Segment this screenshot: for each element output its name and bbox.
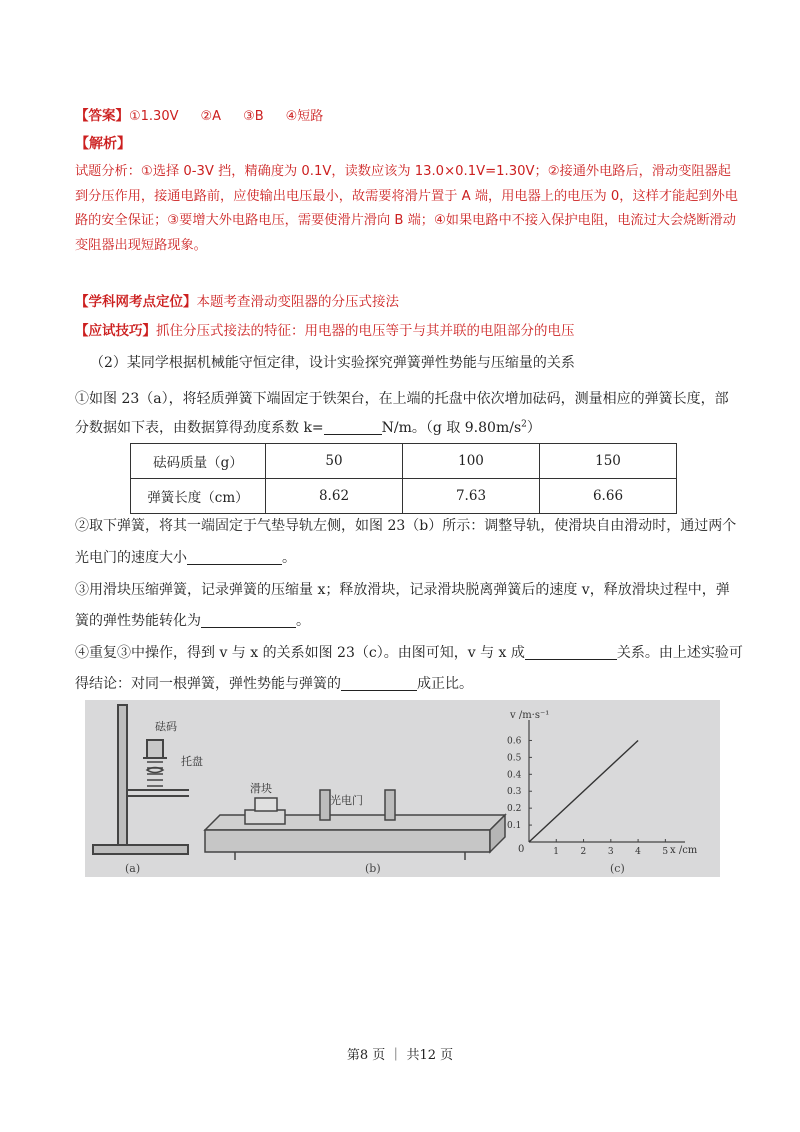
q1-text-pre: 分数据如下表，由数据算得劲度系数 k= (75, 420, 324, 436)
question-intro: （2）某同学根据机械能守恒定律，设计实验探究弹簧弹性势能与压缩量的关系 (90, 355, 575, 371)
origin-label: 0 (518, 844, 525, 855)
y-tick-label: 0.3 (507, 787, 522, 798)
y-tick-label: 0.4 (507, 770, 522, 781)
question-3-line-a: ③用滑块压缩弹簧，记录弹簧的压缩量 x；释放滑块，记录滑块脱离弹簧后的速度 v，释放滑块过程中，弹 (75, 582, 730, 598)
y-tick-label: 0.5 (507, 753, 522, 764)
analysis-heading: 【解析】 (75, 136, 131, 152)
series-line (529, 740, 638, 842)
slider-label: 滑块 (250, 782, 272, 795)
answer-item-4: ④短路 (285, 109, 324, 124)
x-tick-label: 1 (553, 847, 560, 857)
q2-text-pre: 光电门的速度大小 (75, 550, 187, 566)
y-axis-label: v /m·s⁻¹ (510, 710, 550, 721)
x-tick-label: 5 (662, 847, 669, 857)
q3-text-pre: 簧的弹性势能转化为 (75, 613, 201, 629)
q4-text-post: 关系。由上述实验可 (616, 645, 743, 661)
table-cell: 50 (266, 444, 403, 479)
figure-23 (85, 700, 720, 877)
quantity-blank[interactable] (341, 676, 417, 691)
table-cell: 150 (540, 444, 677, 479)
q3-text-post: 。 (296, 613, 310, 629)
question-2-line-a: ②取下弹簧，将其一端固定于气垫导轨左侧，如图 23（b）所示：调整导轨，使滑块自由滑动时，通过两个 (75, 518, 737, 534)
kaodian-text: 本题考查滑动变阻器的分压式接法 (196, 294, 399, 310)
x-axis-label: x /cm (670, 845, 698, 856)
tray-label: 托盘 (181, 755, 203, 768)
jiqiao-text: 抓住分压式接法的特征：用电器的电压等于与其并联的电阻部分的电压 (156, 323, 575, 339)
q1-text-end: ） (526, 420, 541, 436)
table-cell: 砝码质量（g） (131, 444, 266, 479)
q1-text-post: N/m。（g 取 9.80m/s (381, 420, 522, 436)
vx-chart (507, 720, 685, 857)
answer-item-2: ②A (200, 109, 222, 124)
question-2-line-b (75, 547, 740, 567)
answer-line (75, 104, 740, 124)
table-cell: 7.63 (403, 479, 540, 514)
figure-svg (85, 700, 720, 877)
table-cell: 弹簧长度（cm） (131, 479, 266, 514)
x-tick-label: 3 (607, 847, 614, 857)
question-4-line-b (75, 673, 740, 693)
relation-blank[interactable] (525, 645, 617, 660)
x-tick-label: 2 (580, 847, 587, 857)
x-tick-label: 4 (635, 847, 641, 857)
q1-sup: 2 (521, 419, 527, 430)
q4-text-pre: ④重复③中操作，得到 v 与 x 的关系如图 23（c）。由图可知，v 与 x 成 (75, 645, 525, 661)
question-4-line-a (75, 642, 743, 662)
speed-blank[interactable] (187, 550, 282, 565)
k-blank[interactable] (324, 420, 382, 435)
question-1-line-a: ①如图 23（a），将轻质弹簧下端固定于铁架台，在上端的托盘中依次增加砝码，测量相应的弹簧长度，部 (75, 391, 729, 407)
table-row (131, 479, 677, 514)
table-cell: 8.62 (266, 479, 403, 514)
y-tick-label: 0.6 (507, 736, 522, 747)
gate-label: 光电门 (330, 794, 363, 807)
y-tick-label: 0.2 (507, 804, 522, 815)
jiqiao-line (75, 319, 740, 339)
jiqiao-tag: 【应试技巧】 (75, 323, 156, 339)
question-3-line-b (75, 610, 740, 630)
energy-blank[interactable] (201, 613, 296, 628)
q4b-text-pre: 得结论：对同一根弹簧，弹性势能与弹簧的 (75, 676, 341, 692)
table-cell: 100 (403, 444, 540, 479)
kaodian-line (75, 290, 740, 310)
label-a: (a) (125, 862, 141, 875)
y-tick-label: 0.1 (507, 821, 522, 832)
label-c: (c) (610, 862, 625, 875)
answer-tag: 【答案】 (75, 108, 129, 124)
weight-label: 砝码 (155, 720, 177, 733)
q4b-text-post: 成正比。 (417, 676, 473, 692)
kaodian-tag: 【学科网考点定位】 (75, 294, 197, 310)
page-footer: 第8 页 ｜ 共12 页 (346, 1048, 454, 1063)
answer-item-3: ③B (243, 109, 264, 124)
table-row (131, 444, 677, 479)
analysis-paragraph: 试题分析：①选择 0-3V 挡，精确度为 0.1V，读数应该为 13.0×0.1V=1.30V；②接通外电路后，滑动变阻器起到分压作用，接通电路前，应使输出电压最小，故需要将滑片置于 A 端，用电器上的电压为 0，这样才能起到外电路的安全保证；③要增大外电路电压，需要使滑片滑向 B 端；④如果电路中不接入保护电阻，电流过大会烧断滑动变阻器出现短路现象。 (75, 164, 738, 253)
answer-item-1: ①1.30V (129, 109, 179, 124)
label-b: (b) (365, 862, 381, 875)
table-cell: 6.66 (540, 479, 677, 514)
q2-text-post: 。 (282, 550, 296, 566)
question-1-line-b (75, 417, 740, 437)
data-table (130, 443, 677, 514)
